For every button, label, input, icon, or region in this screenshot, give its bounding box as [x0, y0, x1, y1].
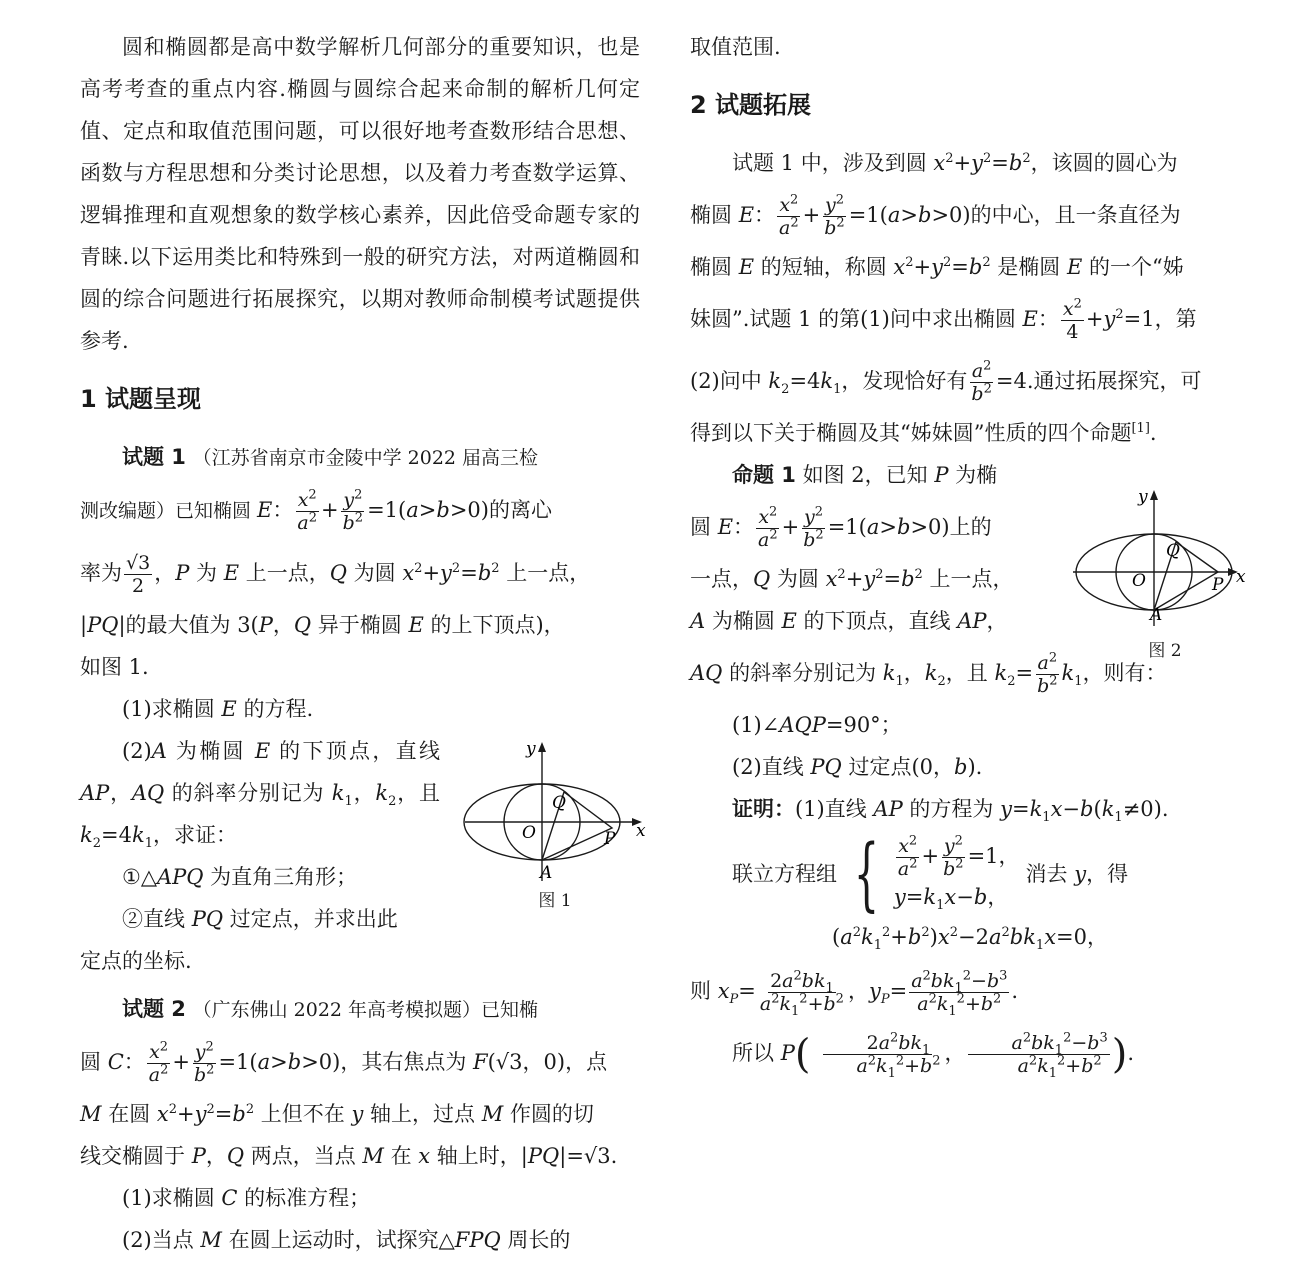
fig1-y-label: y	[526, 739, 536, 759]
fig2-point-q: Q	[1166, 541, 1180, 561]
equation-system: 联立方程组 { $\frac{x^2}{a^2}$ + $\frac{y^2}{b^2}$ =1， $y=k_1x-b$， 消去 y，得	[732, 827, 1129, 920]
fraction: $\frac{y^2}{b^2}$	[342, 487, 364, 534]
fig1-point-q: Q	[552, 793, 566, 813]
point-p-line: 所以 P( $\frac{2a^2bk_1}{a^2k_1^2+b^2}$ ， $\frac{a^2bk_1^2-b^3}{a^2k_1^2+b^2}$ ).	[732, 1030, 1135, 1081]
extension-line4: 妹圆”.试题 1 的第(1)问中求出椭圆 E： $\frac{x^2}{4}$ $+y^2=1$，第	[690, 296, 1197, 343]
fig2-origin-label: O	[1132, 571, 1146, 591]
figure-2	[1070, 486, 1260, 661]
problem1-label: 试题 1	[122, 445, 186, 469]
problem1-line2: 测改编题）已知椭圆 E： $\frac{x^2}{a^2}$ + $\frac{y^2}{b^2}$ =1(a>b>0)的离心	[80, 487, 552, 534]
system-brace: {	[853, 827, 880, 920]
extension-line6: 得到以下关于椭圆及其“姊妹圆”性质的四个命题[1].	[690, 421, 1157, 445]
proposition1-line1: 命题 1 如图 2，已知 P 为椭	[732, 463, 998, 487]
fig2-y-label: y	[1138, 487, 1148, 507]
fig1-origin-label: O	[522, 823, 536, 843]
fraction: $\frac{2a^2bk_1}{a^2k_1^2+b^2}$	[812, 1032, 942, 1077]
extension-line3: 椭圆 E 的短轴，称圆 $x^2+y^2=b^2$ 是椭圆 E 的一个“姊	[690, 255, 1184, 279]
fraction: $\frac{y^2}{b^2}$	[193, 1039, 215, 1086]
fraction: $\frac{x^2}{a^2}$	[758, 504, 778, 551]
proposition1-item2: (2)直线 PQ 过定点(0，b).	[732, 755, 983, 779]
section-heading-1: 1 试题呈现	[80, 385, 202, 413]
proposition1-line5: AQ 的斜率分别记为 $k_1$，$k_2$，且 $k_2=$ $\frac{a^2}{b^2}$ $k_1$，则有：	[690, 650, 1167, 697]
fig1-point-a: A	[540, 863, 553, 883]
proposition1-label: 命题 1	[732, 463, 796, 487]
fraction: $\frac{√3}{2}$	[126, 552, 151, 597]
problem1-source: （江苏省南京市金陵中学 2022 届高三检	[192, 447, 539, 469]
extension-line2: 椭圆 E： $\frac{x^2}{a^2}$ + $\frac{y^2}{b^2}$ =1(a>b>0)的中心，且一条直径为	[690, 192, 1181, 239]
figure-2-caption: 图 2	[1148, 641, 1182, 661]
fig1-x-label: x	[636, 821, 646, 841]
problem2-part2: (2)当点 M 在圆上运动时，试探究△FPQ 周长的	[122, 1228, 571, 1252]
proposition1-line3: 一点，Q 为圆 $x^2+y^2=b^2$ 上一点，	[690, 567, 1014, 591]
problem2-source: （广东佛山 2022 年高考模拟题）已知椭	[192, 999, 539, 1021]
problem1-part1: (1)求椭圆 E 的方程.	[122, 697, 314, 721]
problem2-line4: 线交椭圆于 P，Q 两点，当点 M 在 x 轴上时，|PQ|=√3.	[80, 1144, 618, 1168]
fraction: $\frac{x^2}{a^2}$	[779, 192, 799, 239]
fraction: $\frac{a^2bk_1^2-b^3}{a^2k_1^2+b^2}$	[911, 968, 1008, 1019]
problem1-line4: |PQ|的最大值为 3(P，Q 异于椭圆 E 的上下顶点)，	[80, 613, 565, 637]
fraction: $\frac{y^2}{b^2}$	[803, 504, 824, 551]
quadratic-equation: $(a^2k_1^2+b^2)x^2-2a^2bk_1x=0$，	[831, 925, 1109, 954]
problem1-sub1: ①△APQ 为直角三角形；	[122, 865, 358, 889]
extension-line1: 试题 1 中，涉及到圆 $x^2+y^2=b^2$，该圆的圆心为	[732, 151, 1178, 175]
fig2-point-a: A	[1150, 605, 1163, 625]
problem2-continuation: 取值范围.	[690, 35, 781, 59]
fraction: $\frac{y^2}{b^2}$	[824, 192, 845, 239]
coordinates-line: 则 $x_P=$ $\frac{2a^2bk_1}{a^2k_1^2+b^2}$ ，$y_P=$ $\frac{a^2bk_1^2-b^3}{a^2k_1^2+b^2}$ .	[690, 968, 1019, 1019]
problem1-line1	[80, 436, 640, 479]
left-column	[80, 26, 640, 1261]
problem2-label: 试题 2	[122, 997, 186, 1021]
problem1-line5: 如图 1.	[80, 655, 149, 679]
fig2-point-p: P	[1212, 575, 1224, 595]
fraction: $\frac{a^2}{b^2}$	[971, 358, 992, 405]
problem2-part1: (1)求椭圆 C 的标准方程；	[122, 1186, 371, 1210]
proof-line1: 证明：(1)直线 AP 的方程为 $y=k_1x-b(k_1\ne 0)$.	[732, 797, 1169, 826]
figure-2-diagram	[1070, 486, 1260, 636]
problem2-line3: M 在圆 $x^2+y^2=b^2$ 上但不在 y 轴上，过点 M 作圆的切	[80, 1102, 594, 1126]
fraction: $\frac{a^2}{b^2}$	[1037, 650, 1058, 697]
system-row-1: $\frac{x^2}{a^2}$ + $\frac{y^2}{b^2}$ =1，	[897, 833, 1020, 880]
proposition1-line2: 圆 E： $\frac{x^2}{a^2}$ + $\frac{y^2}{b^2}$ =1(a>b>0)上的	[690, 504, 992, 551]
proof-label: 证明：	[732, 797, 795, 821]
fraction: $\frac{x^2}{4}$	[1062, 296, 1082, 343]
problem1-sub2b: 定点的坐标.	[80, 949, 192, 973]
fig1-point-p: P	[604, 829, 616, 849]
intro-paragraph: 圆和椭圆都是高中数学解析几何部分的重要知识，也是高考考查的重点内容.椭圆与圆综合起来命制的解析几何定值、定点和取值范围问题，可以很好地考查数形结合思想、函数与方程思想和分类讨论思想，以及着力考查数学运算、逻辑推理和直观想象的数学核心素养，因此倍受命题专家的青睐.以下运用类比和特殊到一般的研究方法，对两道椭圆和圆的综合问题进行拓展探究，以期对教师命制模考试题提供参考.	[80, 35, 640, 353]
figure-1-diagram	[460, 736, 650, 886]
extension-line5: (2)问中 $k_2=4k_1$，发现恰好有 $\frac{a^2}{b^2}$ =4.通过拓展探究，可	[690, 358, 1202, 405]
problem2-line1	[80, 988, 640, 1031]
figure-1	[460, 736, 650, 911]
problem1-line3: 率为 $\frac{√3}{2}$ ，P 为 E 上一点，Q 为圆 $x^2+y^2=b^2$ 上一点，	[80, 552, 591, 597]
system-row-2: $y=k_1x-b$，	[893, 884, 1009, 913]
problem1-sub2a: ②直线 PQ 过定点，并求出此	[122, 907, 398, 931]
fraction: $\frac{2a^2bk_1}{a^2k_1^2+b^2}$	[759, 968, 844, 1019]
proposition1-line4: A 为椭圆 E 的下顶点，直线 AP，	[690, 609, 1008, 633]
fraction: $\frac{a^2bk_1^2-b^3}{a^2k_1^2+b^2}$	[968, 1032, 1110, 1077]
section-heading-2: 2 试题拓展	[690, 91, 812, 119]
problem1-part2: (2)A 为椭圆 E 的下顶点，直线 AP，AQ 的斜率分别记为 $k_1$，$k_2$，且 $k_2=4k_1$，求证：	[80, 739, 441, 852]
problem2-line2: 圆 C： $\frac{x^2}{a^2}$ + $\frac{y^2}{b^2}$ =1(a>b>0)，其右焦点为 F(√3，0)，点	[80, 1039, 608, 1086]
figure-1-caption: 图 1	[538, 891, 572, 911]
fraction: $\frac{x^2}{a^2}$	[297, 487, 317, 534]
fig2-x-label: x	[1236, 567, 1246, 587]
fraction: $\frac{x^2}{a^2}$	[148, 1039, 169, 1086]
proposition1-item1: (1)∠AQP=90°；	[732, 713, 902, 737]
